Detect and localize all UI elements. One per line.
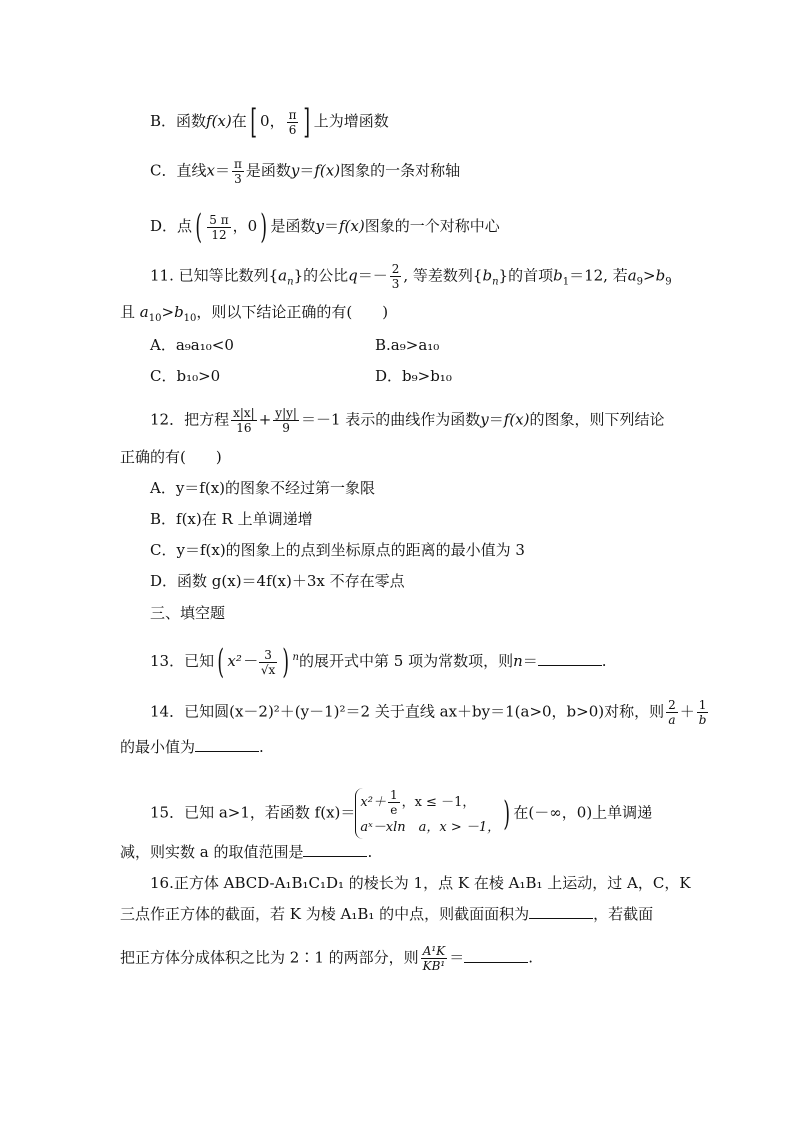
q15-case1: x²＋ $\frac{1}{e}$ ，x ≤ －1， xyxy=(360,788,476,817)
q10c-frac: $\frac{\pi}{3}$ xyxy=(233,157,242,186)
q10c-mid: 是函数 xyxy=(245,161,291,180)
q11-l2a: 且 xyxy=(120,303,136,321)
q12-option-b: B．f(x)在 R 上单调递增 xyxy=(150,510,313,528)
q16-eq: ＝ xyxy=(449,948,465,967)
q10-option-c xyxy=(150,157,460,186)
q12-frac1: $\frac{x|x|}{16}$ xyxy=(233,406,255,435)
q15-end: . xyxy=(367,843,373,861)
q11-a9: a xyxy=(627,266,637,285)
q14-line2 xyxy=(120,737,264,757)
q10d-zero: ，0 xyxy=(232,217,258,235)
q12-fx: f(x) xyxy=(503,410,530,429)
q13-mid: 的展开式中第 5 项为常数项，则 xyxy=(298,652,514,670)
q12-l1c: 的图象，则下列结论 xyxy=(529,410,665,429)
q12-option-a: A．y＝f(x)的图象不经过第一象限 xyxy=(150,479,376,497)
q11-b1: b xyxy=(553,266,563,285)
q10d-eq: ＝ xyxy=(323,217,339,235)
q15-prefix: 15．已知 a>1，若函数 f(x)＝ xyxy=(150,803,356,822)
q12-l1b: ＝－1 表示的曲线作为函数 xyxy=(300,410,481,429)
q12-line1 xyxy=(150,406,665,435)
q15-line1: 15．已知 a>1，若函数 f(x)＝x²＋ $\frac{1}{e}$ ，x ≤ －1， aˣ－xln a，x > －1，) 在(－∞，0)上单调递 xyxy=(150,788,652,839)
q13-answer-blank[interactable] xyxy=(538,651,602,666)
q14-l2a: 的最小值为 xyxy=(120,738,196,756)
q15-case2: aˣ－xln a，x > －1， xyxy=(360,820,501,835)
q12-l1a: 12．把方程 xyxy=(150,410,230,429)
q16-end: . xyxy=(528,948,534,967)
section-heading-fill-in: 三、填空题 xyxy=(150,604,226,622)
q10b-frac: $\frac{\pi}{6}$ xyxy=(288,107,297,137)
q15-answer-blank[interactable] xyxy=(303,842,367,857)
q12-line2: 正确的有( ) xyxy=(120,448,222,466)
q16-line1: 16.正方体 ABCD-A₁B₁C₁D₁ 的棱长为 1，点 K 在棱 A₁B₁ 上运动，过 A，C，K xyxy=(150,874,691,892)
q11-frac: $\frac{2}{3}$ xyxy=(391,262,400,291)
q13-n-exp: n xyxy=(292,652,299,663)
q13-x2: x²－ xyxy=(227,652,257,670)
q14-frac1: $\frac{2}{a}$ xyxy=(668,698,676,727)
q10c-suffix: 图象的一条对称轴 xyxy=(340,161,461,180)
q13-end: . xyxy=(601,652,607,670)
q13-eq: ＝ xyxy=(522,652,538,670)
q12-y: y xyxy=(480,410,489,429)
q16-line2 xyxy=(120,904,653,924)
q12-option-c: C．y＝f(x)的图象上的点到坐标原点的距离的最小值为 3 xyxy=(150,541,525,559)
q11-l1d: , 等差数列{ xyxy=(403,266,483,285)
q12-frac2: $\frac{y|y|}{9}$ xyxy=(275,406,297,435)
q15-piecewise xyxy=(355,788,500,839)
q14-answer-blank[interactable] xyxy=(195,737,259,752)
q11-option-b: B.a₉>a₁₀ xyxy=(375,336,440,354)
q11-bn: b xyxy=(482,266,493,285)
q11-option-d: D．b₉>b₁₀ xyxy=(375,367,452,385)
q10d-y: y xyxy=(315,217,324,235)
q10-option-d: D．点( $\frac{5 \pi}{12}$ ，0) 是函数y＝f(x)图象的一个对称中心 xyxy=(150,207,500,247)
q11-gt: > xyxy=(643,266,656,285)
q16-l2a: 三点作正方体的截面，若 K 为棱 A₁B₁ 的中点，则截面面积为 xyxy=(120,905,530,923)
q11-a10: a xyxy=(139,303,149,321)
q16-answer-blank-2[interactable] xyxy=(464,948,528,963)
q13: 13．已知( x²－ $\frac{3}{√x}$ ) $^n$的展开式中第 5 项为常数项，则n＝ . xyxy=(150,642,607,682)
q11-line2: 且 $a_{10}>b_{10}$，则以下结论正确的有( ) xyxy=(120,303,389,324)
q11-line1: 11. 已知等比数列$\{a_n\}$的公比q＝－ $\frac{2}{3}$ , 等差数列$\{b_n\}$的首项$b_1=12$, 若$a_9>b_9$ xyxy=(150,262,672,291)
q11-option-c: C．b₁₀>0 xyxy=(150,367,221,385)
q10-option-b: B．函数f(x)在[ 0， $\frac{\pi}{6}$ ] 上为增函数 xyxy=(150,102,389,142)
q13-frac: $\frac{3}{√x}$ xyxy=(260,647,276,677)
q12-eq: ＝ xyxy=(488,410,504,429)
q13-nvar: n xyxy=(513,652,523,670)
q16-frac: $\frac{\text{A¹K}}{\text{KB¹}}$ xyxy=(422,944,446,973)
q11-gt2: > xyxy=(161,303,175,321)
q10c-eq: ＝ xyxy=(214,161,230,180)
q10d-suffix: 图象的一个对称中心 xyxy=(364,217,500,235)
q10c-fx: f(x) xyxy=(314,161,341,180)
q11-l1c: ＝－ xyxy=(357,266,388,285)
q12-option-d: D．函数 g(x)＝4f(x)＋3x 不存在零点 xyxy=(150,572,405,590)
q10b-suffix: 上为增函数 xyxy=(313,112,389,130)
q11-q: q xyxy=(348,266,358,285)
q10d-prefix: D．点 xyxy=(150,217,193,235)
q14-frac2: $\frac{1}{b}$ xyxy=(698,698,707,727)
q16-answer-blank-1[interactable] xyxy=(529,904,593,919)
q10b-fx: f(x) xyxy=(206,112,232,130)
q14-line1 xyxy=(150,698,710,727)
q11-b9: b xyxy=(655,266,666,285)
q14-end: . xyxy=(259,738,264,756)
q10b-mid: 在 xyxy=(231,112,247,130)
q12-plus: + xyxy=(258,410,272,429)
q16-line3 xyxy=(120,944,533,973)
q10c-eq2: ＝ xyxy=(299,161,315,180)
q11-l1b: }的公比 xyxy=(293,266,349,285)
q10c-prefix: C．直线 xyxy=(150,161,207,180)
q11-l1a: 11. 已知等比数列{ xyxy=(150,266,279,285)
q10c-x: x xyxy=(206,161,215,180)
q10c-y: y xyxy=(290,161,300,180)
q10d-fx: f(x) xyxy=(338,217,365,235)
q15-line2 xyxy=(120,842,372,862)
q11-l1e: }的首项 xyxy=(498,266,554,285)
q11-an: a xyxy=(278,266,288,285)
q14-plus: ＋ xyxy=(679,702,695,721)
q10d-frac: $\frac{5 \pi}{12}$ xyxy=(209,212,229,242)
q11-b10: b xyxy=(174,303,184,321)
q14-l1a: 14．已知圆(x－2)²＋(y－1)²＝2 关于直线 ax＋by＝1(a>0，b>0)对称，则 xyxy=(150,702,665,721)
q16-l2b: ，若截面 xyxy=(593,905,654,923)
q11-l1f: ＝12, 若 xyxy=(569,266,628,285)
q11-l2b: ，则以下结论正确的有( ) xyxy=(196,303,389,321)
q13-prefix: 13．已知 xyxy=(150,652,215,670)
q10b-prefix: B．函数 xyxy=(150,112,207,130)
q10d-mid: 是函数 xyxy=(270,217,316,235)
q15-suffix: 在(－∞，0)上单调递 xyxy=(513,803,653,822)
q15-l2a: 减，则实数 a 的取值范围是 xyxy=(120,843,304,861)
q11-option-a: A．a₉a₁₀<0 xyxy=(150,336,234,354)
q16-l3a: 把正方体分成体积之比为 2∶1 的两部分，则 xyxy=(120,948,419,967)
q10b-zero: 0， xyxy=(260,112,285,130)
